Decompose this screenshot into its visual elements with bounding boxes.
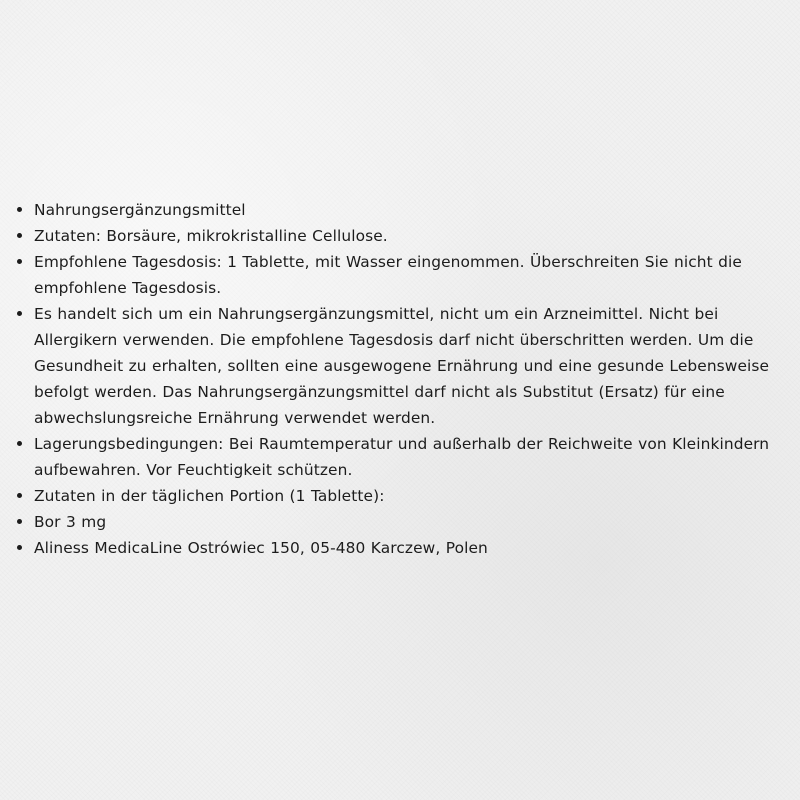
bullet-icon — [17, 493, 22, 498]
product-info-list — [34, 197, 796, 561]
list-item — [34, 483, 796, 509]
list-item — [34, 509, 796, 535]
bullet-icon — [17, 207, 22, 212]
list-item-text: Aliness MedicaLine Ostrówiec 150, 05-480 Karczew, Polen — [34, 539, 488, 557]
bullet-icon — [17, 311, 22, 316]
list-item-text: Empfohlene Tagesdosis: 1 Tablette, mit Wasser eingenommen. Überschreiten Sie nicht die empfohlene Tagesdosis. — [34, 253, 742, 297]
list-item — [34, 301, 796, 431]
list-item — [34, 431, 796, 483]
bullet-icon — [17, 519, 22, 524]
list-item-text: Zutaten: Borsäure, mikrokristalline Cellulose. — [34, 227, 388, 245]
list-item-text: Es handelt sich um ein Nahrungsergänzungsmittel, nicht um ein Arzneimittel. Nicht bei Allergikern verwenden. Die empfohlene Tagesdosis darf nicht überschritten werden. Um die Gesundheit zu erhalten, sollten eine ausgewogene Ernährung und eine gesunde Lebensweise befolgt werden. Das Nahrungsergänzungsmittel darf nicht als Substitut (Ersatz) für eine abwechslungsreiche Ernährung verwendet werden. — [34, 305, 770, 427]
list-item — [34, 223, 796, 249]
list-item — [34, 249, 796, 301]
list-item-text: Bor 3 mg — [34, 513, 107, 531]
list-item-text: Nahrungsergänzungsmittel — [34, 201, 246, 219]
list-item — [34, 197, 796, 223]
bullet-icon — [17, 441, 22, 446]
list-item-text: Zutaten in der täglichen Portion (1 Tablette): — [34, 487, 385, 505]
list-item — [34, 535, 796, 561]
bullet-icon — [17, 233, 22, 238]
bullet-icon — [17, 259, 22, 264]
list-item-text: Lagerungsbedingungen: Bei Raumtemperatur und außerhalb der Reichweite von Kleinkindern aufbewahren. Vor Feuchtigkeit schützen. — [34, 435, 770, 479]
bullet-icon — [17, 545, 22, 550]
